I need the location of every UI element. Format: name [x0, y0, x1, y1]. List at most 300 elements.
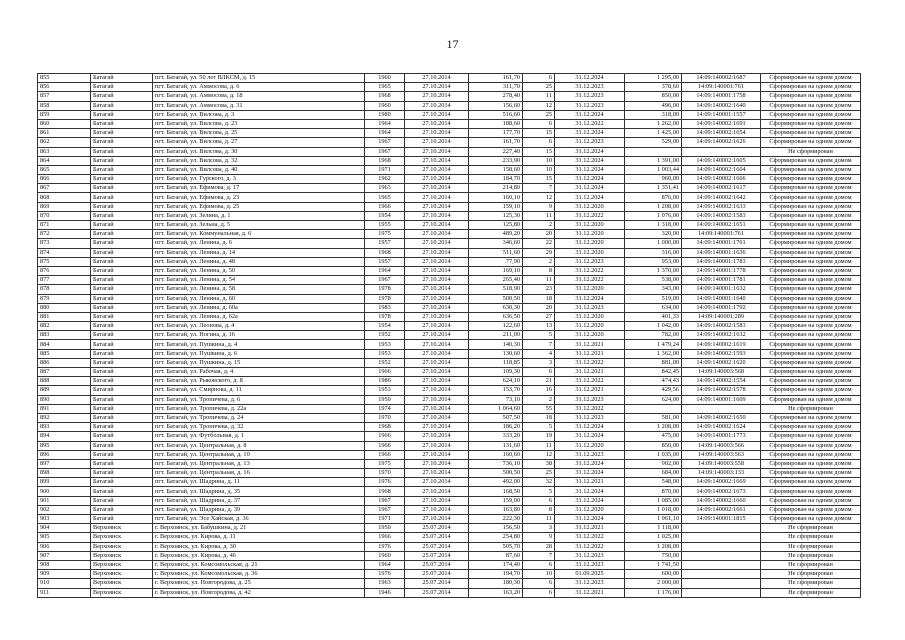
row-number-cell: 891 [38, 404, 91, 413]
settlement-cell: Батагай [91, 386, 153, 395]
repair-cost-cell: 953,00 [625, 257, 682, 266]
repair-cost-cell: 1 076,00 [625, 211, 682, 220]
account-status-cell: Не сформирован [761, 588, 861, 597]
apartments-count-cell: 15 [523, 147, 555, 156]
table-row [38, 340, 861, 349]
table-row [38, 294, 861, 303]
account-status-cell: Сформирован на одним домом [761, 202, 861, 211]
build-year-cell: 1953 [365, 340, 405, 349]
build-year-cell: 1960 [365, 101, 405, 110]
address-cell: г. Верхоянск, ул. Новгородова, д. 25 [153, 579, 365, 588]
address-cell: пгт. Батагай, ул. Шадрина, д. 39 [153, 505, 365, 514]
build-year-cell: 1966 [365, 202, 405, 211]
inclusion-date-cell: 27.10.2014 [405, 404, 469, 413]
inclusion-date-cell: 27.10.2014 [405, 340, 469, 349]
cadastral-number-cell: 14:09:140002:1633 [682, 202, 761, 211]
apartments-count-cell: 8 [523, 266, 555, 275]
row-number-cell: 887 [38, 368, 91, 377]
repair-cost-cell: 429,56 [625, 386, 682, 395]
account-status-cell: Сформирован на одним домом [761, 276, 861, 285]
repair-cost-cell: 1 295,00 [625, 74, 682, 83]
account-status-cell: Не сформирован [761, 147, 861, 156]
settlement-cell: Верхоянск [91, 570, 153, 579]
settlement-cell: Верхоянск [91, 588, 153, 597]
repair-cost-cell: 1 425,00 [625, 129, 682, 138]
area-cell: 125,80 [469, 221, 523, 230]
apartments-count-cell: 25 [523, 469, 555, 478]
area-cell: 158,60 [469, 165, 523, 174]
apartments-count-cell: 27 [523, 312, 555, 321]
account-status-cell: Сформирован на одним домом [761, 413, 861, 422]
area-cell: 507,50 [469, 413, 523, 422]
inclusion-date-cell: 25.07.2014 [405, 524, 469, 533]
cadastral-number-cell: 14:09:140002:1654 [682, 129, 761, 138]
repair-deadline-cell: 31.12.2021 [555, 588, 625, 597]
table-row [38, 386, 861, 395]
build-year-cell: 1974 [365, 404, 405, 413]
apartments-count-cell: 5 [523, 487, 555, 496]
settlement-cell: Верхоянск [91, 533, 153, 542]
account-status-cell: Сформирован на одним домом [761, 129, 861, 138]
settlement-cell: Верхоянск [91, 551, 153, 560]
table-row [38, 92, 861, 101]
repair-deadline-cell: 31.12.2020 [555, 239, 625, 248]
table-row [38, 496, 861, 505]
cadastral-number-cell [682, 588, 761, 597]
inclusion-date-cell: 25.07.2014 [405, 579, 469, 588]
inclusion-date-cell: 27.10.2014 [405, 101, 469, 110]
address-cell: пгт. Батагай, ул. Пушкина, д. 6 [153, 349, 365, 358]
apartments-count-cell: 21 [523, 377, 555, 386]
settlement-cell: Батагай [91, 432, 153, 441]
settlement-cell: Батагай [91, 469, 153, 478]
cadastral-number-cell [682, 570, 761, 579]
repair-deadline-cell: 31.12.2020 [555, 441, 625, 450]
apartments-count-cell: 3 [523, 358, 555, 367]
inclusion-date-cell: 27.10.2014 [405, 413, 469, 422]
area-cell: 630,30 [469, 303, 523, 312]
address-cell: г. Верхоянск, ул. Комсомольская, д. 21 [153, 560, 365, 569]
repair-cost-cell: 1 318,00 [625, 221, 682, 230]
repair-deadline-cell: 31.12.2022 [555, 211, 625, 220]
build-year-cell: 1968 [365, 487, 405, 496]
settlement-cell: Батагай [91, 358, 153, 367]
build-year-cell: 1965 [365, 83, 405, 92]
area-cell: 505,70 [469, 542, 523, 551]
inclusion-date-cell: 27.10.2014 [405, 432, 469, 441]
cadastral-number-cell: 14:09:140001:1761 [682, 239, 761, 248]
inclusion-date-cell: 27.10.2014 [405, 110, 469, 119]
area-cell: 346,60 [469, 239, 523, 248]
settlement-cell: Батагай [91, 156, 153, 165]
apartments-count-cell: 6 [523, 588, 555, 597]
area-cell: 156,60 [469, 101, 523, 110]
row-number-cell: 863 [38, 147, 91, 156]
row-number-cell: 856 [38, 83, 91, 92]
account-status-cell: Сформирован на одним домом [761, 211, 861, 220]
inclusion-date-cell: 27.10.2014 [405, 515, 469, 524]
settlement-cell: Батагай [91, 239, 153, 248]
table-row [38, 83, 861, 92]
inclusion-date-cell: 27.10.2014 [405, 441, 469, 450]
address-cell: пгт. Батагай, ул. Пушкина, д. 4 [153, 340, 365, 349]
account-status-cell: Сформирован на одним домом [761, 230, 861, 239]
apartments-count-cell: 5 [523, 331, 555, 340]
repair-deadline-cell: 31.12.2020 [555, 505, 625, 514]
row-number-cell: 885 [38, 349, 91, 358]
row-number-cell: 897 [38, 459, 91, 468]
row-number-cell: 886 [38, 358, 91, 367]
cadastral-number-cell: 14:09:140001:1632 [682, 285, 761, 294]
build-year-cell: 1952 [365, 358, 405, 367]
repair-deadline-cell: 31.12.2022 [555, 404, 625, 413]
inclusion-date-cell: 27.10.2014 [405, 92, 469, 101]
inclusion-date-cell: 27.10.2014 [405, 129, 469, 138]
inclusion-date-cell: 27.10.2014 [405, 230, 469, 239]
settlement-cell: Батагай [91, 487, 153, 496]
repair-cost-cell: 850,00 [625, 441, 682, 450]
area-cell: 227,40 [469, 147, 523, 156]
repair-deadline-cell: 31.12.2023 [555, 101, 625, 110]
build-year-cell: 1963 [365, 579, 405, 588]
table-row [38, 175, 861, 184]
build-year-cell: 1968 [365, 92, 405, 101]
repair-cost-cell: 1 479,24 [625, 340, 682, 349]
address-cell: г. Верхоянск, ул. Комсомольская, д. 36 [153, 570, 365, 579]
settlement-cell: Батагай [91, 285, 153, 294]
apartments-count-cell: 10 [523, 156, 555, 165]
repair-deadline-cell: 31.12.2022 [555, 533, 625, 542]
account-status-cell: Не сформирован [761, 533, 861, 542]
account-status-cell: Сформирован на одним домом [761, 459, 861, 468]
settlement-cell: Батагай [91, 515, 153, 524]
area-cell: 489,20 [469, 230, 523, 239]
area-cell: 131,60 [469, 441, 523, 450]
inclusion-date-cell: 27.10.2014 [405, 285, 469, 294]
row-number-cell: 860 [38, 119, 91, 128]
account-status-cell: Сформирован на одним домом [761, 294, 861, 303]
table-row [38, 248, 861, 257]
settlement-cell: Верхоянск [91, 579, 153, 588]
row-number-cell: 892 [38, 413, 91, 422]
inclusion-date-cell: 25.07.2014 [405, 551, 469, 560]
area-cell: 159,10 [469, 202, 523, 211]
account-status-cell: Сформирован на одним домом [761, 312, 861, 321]
repair-deadline-cell: 31.12.2024 [555, 184, 625, 193]
row-number-cell: 858 [38, 101, 91, 110]
account-status-cell: Сформирован на одним домом [761, 469, 861, 478]
address-cell: г. Верхоянск, ул. Кирова, д. 30 [153, 542, 365, 551]
cadastral-number-cell: 14:09:140001:761 [682, 83, 761, 92]
row-number-cell: 901 [38, 496, 91, 505]
repair-deadline-cell: 31.12.2024 [555, 423, 625, 432]
cadastral-number-cell: 14:09:140001:289 [682, 312, 761, 321]
address-cell: пгт. Батагай, ул. Вилсова, д. 30 [153, 147, 365, 156]
repair-cost-cell: 519,00 [625, 294, 682, 303]
apartments-count-cell: 11 [523, 211, 555, 220]
build-year-cell: 1983 [365, 303, 405, 312]
repair-cost-cell: 1 000,00 [625, 239, 682, 248]
cadastral-number-cell: 14:09:140001:1778 [682, 266, 761, 275]
repair-deadline-cell: 31.12.2024 [555, 469, 625, 478]
repair-deadline-cell: 31.12.2024 [555, 110, 625, 119]
repair-deadline-cell: 31.12.2024 [555, 496, 625, 505]
settlement-cell: Батагай [91, 266, 153, 275]
account-status-cell: Сформирован на одним домом [761, 92, 861, 101]
inclusion-date-cell: 25.07.2014 [405, 588, 469, 597]
row-number-cell: 910 [38, 579, 91, 588]
apartments-count-cell: 32 [523, 478, 555, 487]
settlement-cell: Батагай [91, 322, 153, 331]
registry-body [38, 74, 861, 598]
repair-cost-cell: 1 042,00 [625, 322, 682, 331]
build-year-cell: 1975 [365, 230, 405, 239]
repair-deadline-cell: 31.12.2024 [555, 193, 625, 202]
build-year-cell: 1952 [365, 331, 405, 340]
address-cell: пгт. Батагай, ул. Ефимова, д. 23 [153, 193, 365, 202]
settlement-cell: Батагай [91, 478, 153, 487]
address-cell: пгт. Батагай, ул. Вилсова, д. 3 [153, 110, 365, 119]
address-cell: пгт. Батагай, ул. Зелина, д. 1 [153, 211, 365, 220]
inclusion-date-cell: 27.10.2014 [405, 469, 469, 478]
table-row [38, 101, 861, 110]
row-number-cell: 888 [38, 377, 91, 386]
repair-cost-cell: 624,00 [625, 395, 682, 404]
area-cell: 492,00 [469, 478, 523, 487]
account-status-cell: Сформирован на одним домом [761, 266, 861, 275]
apartments-count-cell: 6 [523, 368, 555, 377]
build-year-cell: 1966 [365, 450, 405, 459]
table-row [38, 156, 861, 165]
apartments-count-cell: 7 [523, 340, 555, 349]
row-number-cell: 903 [38, 515, 91, 524]
build-year-cell: 1978 [365, 294, 405, 303]
account-status-cell: Сформирован на одним домом [761, 377, 861, 386]
repair-cost-cell: 529,00 [625, 138, 682, 147]
account-status-cell: Сформирован на одним домом [761, 349, 861, 358]
repair-deadline-cell: 31.12.2024 [555, 432, 625, 441]
apartments-count-cell: 6 [523, 119, 555, 128]
cadastral-number-cell: 14:09:140003:133 [682, 469, 761, 478]
apartments-count-cell: 3 [523, 524, 555, 533]
cadastral-number-cell: 14:09:140001:1781 [682, 276, 761, 285]
row-number-cell: 878 [38, 285, 91, 294]
area-cell: 163,80 [469, 505, 523, 514]
apartments-count-cell: 20 [523, 303, 555, 312]
apartments-count-cell: 2 [523, 395, 555, 404]
inclusion-date-cell: 27.10.2014 [405, 184, 469, 193]
row-number-cell: 876 [38, 266, 91, 275]
settlement-cell: Батагай [91, 312, 153, 321]
table-row [38, 257, 861, 266]
area-cell: 140,30 [469, 340, 523, 349]
repair-deadline-cell: 31.12.2020 [555, 230, 625, 239]
cadastral-number-cell: 14:09:140003:566 [682, 441, 761, 450]
table-row [38, 202, 861, 211]
address-cell: пгт. Батагай, ул. Ленина, д. 6 [153, 239, 365, 248]
repair-deadline-cell: 31.12.2020 [555, 248, 625, 257]
repair-deadline-cell: 31.12.2024 [555, 175, 625, 184]
table-row [38, 230, 861, 239]
inclusion-date-cell: 27.10.2014 [405, 322, 469, 331]
repair-deadline-cell: 31.12.2023 [555, 450, 625, 459]
area-cell: 254,80 [469, 533, 523, 542]
cadastral-number-cell: 14:09:140002:1605 [682, 156, 761, 165]
apartments-count-cell: 38 [523, 459, 555, 468]
table-row [38, 432, 861, 441]
build-year-cell: 1968 [365, 423, 405, 432]
settlement-cell: Батагай [91, 349, 153, 358]
build-year-cell: 1964 [365, 119, 405, 128]
settlement-cell: Батагай [91, 257, 153, 266]
account-status-cell: Сформирован на одним домом [761, 303, 861, 312]
cadastral-number-cell: 14:09:140002:1660 [682, 496, 761, 505]
account-status-cell: Сформирован на одним домом [761, 432, 861, 441]
build-year-cell: 1967 [365, 505, 405, 514]
build-year-cell: 1954 [365, 211, 405, 220]
build-year-cell: 1955 [365, 221, 405, 230]
apartments-count-cell: 6 [523, 560, 555, 569]
table-row [38, 413, 861, 422]
build-year-cell: 1953 [365, 349, 405, 358]
build-year-cell: 1978 [365, 285, 405, 294]
table-row [38, 551, 861, 560]
table-row [38, 478, 861, 487]
repair-cost-cell: 902,00 [625, 459, 682, 468]
settlement-cell: Батагай [91, 211, 153, 220]
cadastral-number-cell: 14:09:140002:1691 [682, 119, 761, 128]
table-row [38, 331, 861, 340]
area-cell: 156,50 [469, 524, 523, 533]
area-cell: 311,70 [469, 83, 523, 92]
apartments-count-cell: 25 [523, 83, 555, 92]
cadastral-number-cell: 14:09:140002:1673 [682, 487, 761, 496]
row-number-cell: 893 [38, 423, 91, 432]
build-year-cell: 1966 [365, 441, 405, 450]
area-cell: 87,60 [469, 551, 523, 560]
repair-cost-cell: 1 035,00 [625, 450, 682, 459]
row-number-cell: 872 [38, 230, 91, 239]
account-status-cell: Не сформирован [761, 551, 861, 560]
row-number-cell: 857 [38, 92, 91, 101]
repair-deadline-cell: 31.12.2023 [555, 560, 625, 569]
table-row [38, 459, 861, 468]
table-row [38, 469, 861, 478]
repair-deadline-cell: 31.12.2022 [555, 358, 625, 367]
settlement-cell: Батагай [91, 331, 153, 340]
table-row [38, 221, 861, 230]
repair-cost-cell: 1 085,00 [625, 496, 682, 505]
table-row [38, 505, 861, 514]
address-cell: пгт. Батагай, ул. Шадрина, д. 11 [153, 478, 365, 487]
repair-cost-cell: 750,00 [625, 551, 682, 560]
area-cell: 222,30 [469, 515, 523, 524]
inclusion-date-cell: 27.10.2014 [405, 83, 469, 92]
account-status-cell: Сформирован на одним домом [761, 496, 861, 505]
table-row [38, 110, 861, 119]
address-cell: пгт. Батагай, ул. Ленина, д. 54 [153, 276, 365, 285]
address-cell: пгт. Батагай, ул. Вилсова, д. 25 [153, 129, 365, 138]
area-cell: 109,30 [469, 368, 523, 377]
inclusion-date-cell: 27.10.2014 [405, 312, 469, 321]
settlement-cell: Батагай [91, 92, 153, 101]
account-status-cell: Сформирован на одним домом [761, 340, 861, 349]
inclusion-date-cell: 27.10.2014 [405, 257, 469, 266]
settlement-cell: Батагай [91, 83, 153, 92]
repair-deadline-cell: 31.12.2022 [555, 377, 625, 386]
row-number-cell: 883 [38, 331, 91, 340]
table-row [38, 349, 861, 358]
apartments-count-cell: 16 [523, 386, 555, 395]
inclusion-date-cell: 27.10.2014 [405, 450, 469, 459]
apartments-count-cell: 12 [523, 101, 555, 110]
apartments-count-cell: 2 [523, 257, 555, 266]
repair-deadline-cell: 31.12.2024 [555, 459, 625, 468]
build-year-cell: 1968 [365, 248, 405, 257]
address-cell: пгт. Батагай, ул. Тропичева, д. 24 [153, 413, 365, 422]
account-status-cell: Сформирован на одним домом [761, 285, 861, 294]
address-cell: пгт. Батагай, ул. Ленина, д. 14 [153, 248, 365, 257]
cadastral-number-cell: 14:09:140002:1626 [682, 138, 761, 147]
repair-deadline-cell: 31.12.2021 [555, 340, 625, 349]
settlement-cell: Батагай [91, 395, 153, 404]
apartments-count-cell: 5 [523, 423, 555, 432]
settlement-cell: Батагай [91, 193, 153, 202]
build-year-cell: 1986 [365, 377, 405, 386]
inclusion-date-cell: 25.07.2014 [405, 570, 469, 579]
account-status-cell: Сформирован на одним домом [761, 322, 861, 331]
table-row [38, 138, 861, 147]
row-number-cell: 868 [38, 193, 91, 202]
apartments-count-cell: 20 [523, 230, 555, 239]
area-cell: 194,70 [469, 570, 523, 579]
cadastral-number-cell: 14:09:140002:1640 [682, 101, 761, 110]
cadastral-number-cell: 14:09:140003:563 [682, 450, 761, 459]
apartments-count-cell: 13 [523, 322, 555, 331]
area-cell: 180,30 [469, 579, 523, 588]
table-row [38, 588, 861, 597]
table-row [38, 395, 861, 404]
repair-cost-cell [625, 147, 682, 156]
cadastral-number-cell: 14:09:140002:1669 [682, 478, 761, 487]
cadastral-number-cell: 14:09:140002:1593 [682, 349, 761, 358]
address-cell: пгт. Батагай, ул. Центральная, д. 16 [153, 469, 365, 478]
repair-deadline-cell: 31.12.2024 [555, 294, 625, 303]
cadastral-number-cell: 14:09:140002:1687 [682, 74, 761, 83]
address-cell: пгт. Батагай, ул. Ногина, д. 16 [153, 331, 365, 340]
repair-cost-cell [625, 404, 682, 413]
account-status-cell: Сформирован на одним домом [761, 184, 861, 193]
inclusion-date-cell: 27.10.2014 [405, 423, 469, 432]
settlement-cell: Батагай [91, 110, 153, 119]
repair-cost-cell: 401,33 [625, 312, 682, 321]
area-cell: 161,70 [469, 74, 523, 83]
settlement-cell: Батагай [91, 441, 153, 450]
table-row [38, 524, 861, 533]
account-status-cell: Сформирован на одним домом [761, 193, 861, 202]
address-cell: пгт. Батагай, ул. Рыковского, д. 8 [153, 377, 365, 386]
account-status-cell: Не сформирован [761, 579, 861, 588]
row-number-cell: 873 [38, 239, 91, 248]
row-number-cell: 865 [38, 165, 91, 174]
repair-cost-cell: 600,00 [625, 570, 682, 579]
address-cell: пгт. Батагай, ул. Ефимова, д. 17 [153, 184, 365, 193]
inclusion-date-cell: 27.10.2014 [405, 138, 469, 147]
settlement-cell: Батагай [91, 505, 153, 514]
apartments-count-cell: 18 [523, 294, 555, 303]
build-year-cell: 1953 [365, 386, 405, 395]
repair-cost-cell: 378,60 [625, 83, 682, 92]
